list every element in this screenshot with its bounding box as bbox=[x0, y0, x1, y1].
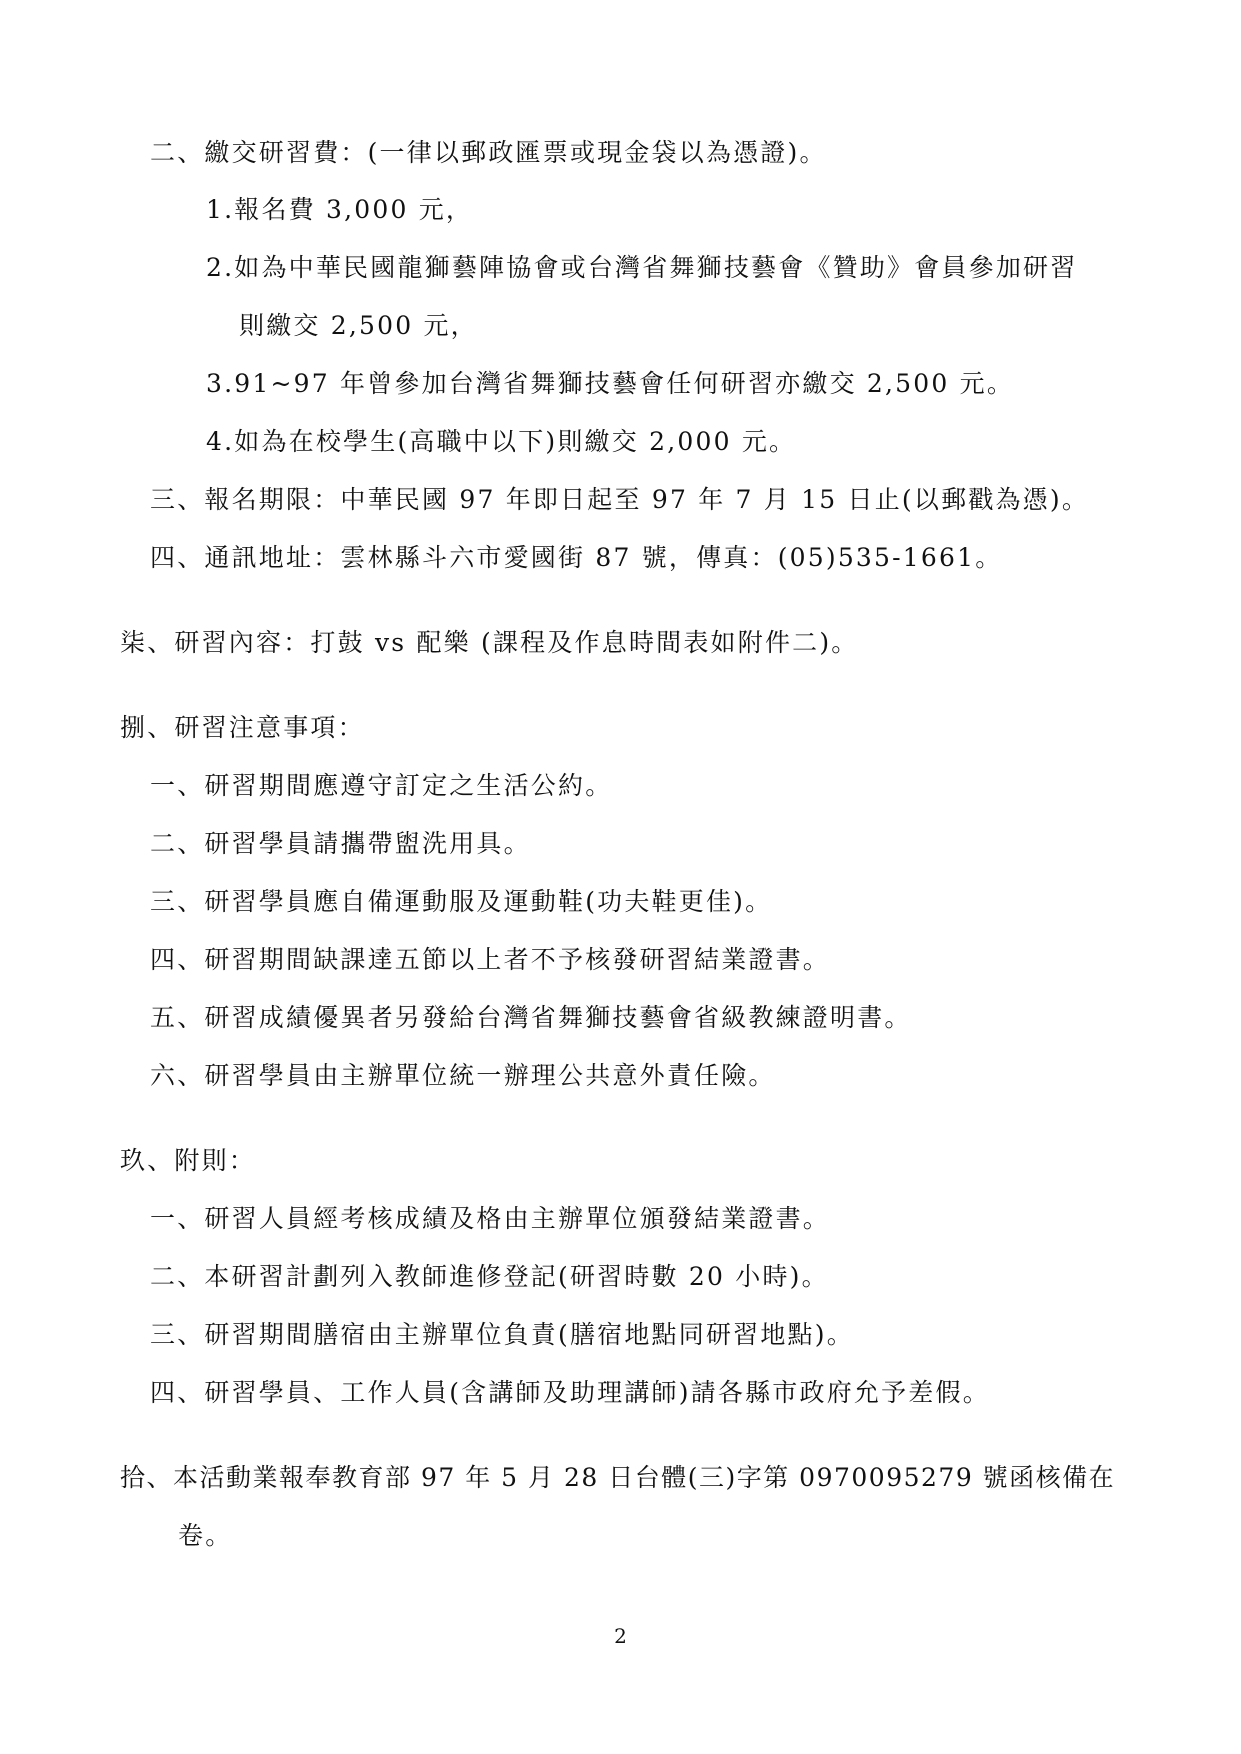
section-approval-continued: 卷。 bbox=[178, 1521, 233, 1550]
appendix-item-2: 二、本研習計劃列入教師進修登記(研習時數 20 小時)。 bbox=[150, 1262, 829, 1291]
appendix-item-1: 一、研習人員經考核成績及格由主辦單位頒發結業證書。 bbox=[150, 1204, 831, 1233]
section-notes-heading: 捌、研習注意事項： bbox=[120, 713, 365, 742]
notes-item-1: 一、研習期間應遵守訂定之生活公約。 bbox=[150, 771, 613, 800]
fee-item-4: 4.如為在校學生(高職中以下)則繳交 2,000 元。 bbox=[206, 427, 797, 456]
notes-item-5: 五、研習成績優異者另發給台灣省舞獅技藝會省級教練證明書。 bbox=[150, 1003, 912, 1032]
fee-item-2: 2.如為中華民國龍獅藝陣協會或台灣省舞獅技藝會《贊助》會員參加研習 bbox=[206, 253, 1078, 282]
fee-item-2-continued: 則繳交 2,500 元， bbox=[239, 311, 478, 340]
section-appendix-heading: 玖、附則： bbox=[120, 1146, 257, 1175]
page-number: 2 bbox=[614, 1624, 627, 1648]
registration-deadline: 三、報名期限：中華民國 97 年即日起至 97 年 7 月 15 日止(以郵戳為憑)。 bbox=[150, 485, 1090, 514]
section-course-content: 柒、研習內容：打鼓 vs 配樂 (課程及作息時間表如附件二)。 bbox=[120, 628, 859, 657]
contact-address: 四、通訊地址：雲林縣斗六市愛國街 87 號，傳真：(05)535-1661。 bbox=[150, 543, 1003, 572]
appendix-item-3: 三、研習期間膳宿由主辦單位負責(膳宿地點同研習地點)。 bbox=[150, 1320, 854, 1349]
fee-item-1: 1.報名費 3,000 元， bbox=[206, 195, 474, 224]
section-approval: 拾、本活動業報奉教育部 97 年 5 月 28 日台體(三)字第 0970095279 號函核備在 bbox=[120, 1463, 1116, 1492]
appendix-item-4: 四、研習學員、工作人員(含講師及助理講師)請各縣市政府允予差假。 bbox=[150, 1378, 990, 1407]
notes-item-2: 二、研習學員請攜帶盥洗用具。 bbox=[150, 829, 531, 858]
fee-section-heading: 二、繳交研習費：(一律以郵政匯票或現金袋以為憑證)。 bbox=[150, 138, 827, 167]
notes-item-6: 六、研習學員由主辦單位統一辦理公共意外責任險。 bbox=[150, 1061, 776, 1090]
notes-item-4: 四、研習期間缺課達五節以上者不予核發研習結業證書。 bbox=[150, 945, 831, 974]
notes-item-3: 三、研習學員應自備運動服及運動鞋(功夫鞋更佳)。 bbox=[150, 887, 773, 916]
fee-item-3: 3.91~97 年曾參加台灣省舞獅技藝會任何研習亦繳交 2,500 元。 bbox=[206, 369, 1015, 398]
